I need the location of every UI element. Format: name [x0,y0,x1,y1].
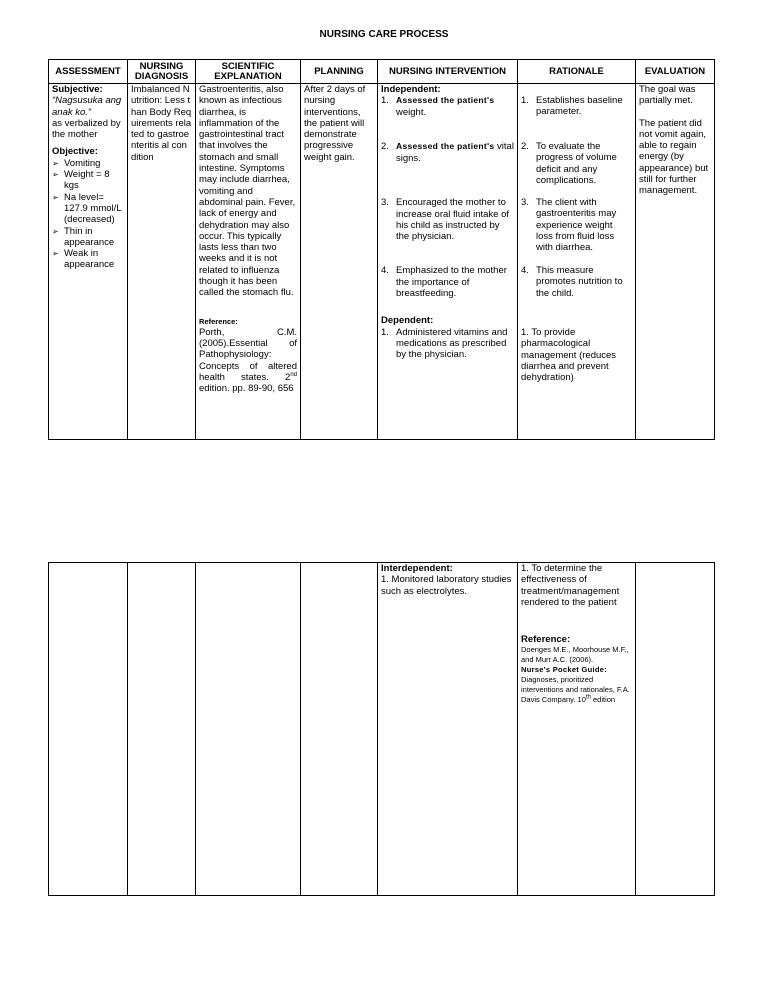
evaluation-cell [636,84,715,440]
item-number: 3. [521,197,529,208]
intervention-item [381,265,514,315]
rationale-item [521,197,632,265]
rationale-list [521,95,632,315]
body-row [49,84,715,440]
edition-pages: edition. pp. 89-90, 656 [199,383,294,395]
intervention-cell [378,84,518,440]
diagnosis-cell [128,563,196,896]
intervention-item [381,141,514,197]
explanation-text: Gastroenteritis, also known as infectious diarrhea, is inflammation of the gastrointestinal tract that involves the stomach and small intestine. Symptoms may include diarrhea, vomiting and abdominal pain. Fever, lack of energy and dehydration may also occur. This typically lasts less than two weeks and it is not related to influenza though it has been called the stomach flu. [199,84,296,299]
header-rationale: RATIONALE [518,60,636,84]
rationale-dependent: 1. To provide pharmacological management (reduces diarrhea and prevent dehydration) [521,327,617,384]
reference-publisher: Diagnoses, prioritized interventions and rationales, F.A. Davis Company. 10 [521,675,630,705]
assessment-cell [49,84,128,440]
explanation-cell [196,563,301,896]
item-number: 1. [381,95,389,107]
header-planning: PLANNING [301,60,378,84]
item-number: 1. [521,95,529,106]
rationale-reference-label: Reference: [521,634,571,646]
interdependent-label: Interdependent: [381,563,453,574]
rationale-cell [518,84,636,440]
reference-edition: edition [593,695,616,705]
objective-label: Objective: [52,146,98,158]
dependent-list [381,327,514,361]
objective-item: ➢ Thin in appearance [52,226,124,249]
item-text: To evaluate the progress of volume deficit and any complications. [536,141,617,186]
page-title: NURSING CARE PROCESS [319,29,449,40]
item-number: 4. [381,265,389,277]
header-diagnosis: NURSING DIAGNOSIS [128,60,196,84]
explanation-cell [196,84,301,440]
objective-item: ➢ Weight = 8 kgs [52,169,124,192]
header-intervention: NURSING INTERVENTION [378,60,518,84]
item-lead: Assessed the patient's [396,141,495,152]
item-number: 1. [381,326,389,338]
evaluation-line1: The goal was partially met. [639,84,696,107]
rationale-cell [518,563,636,896]
care-plan-table-continued [48,562,715,896]
item-text: Emphasized to the mother the importance of breastfeeding. [396,265,507,299]
interdependent-text: 1. Monitored laboratory studies such as electrolytes. [381,574,512,597]
item-text: Encouraged the mother to increase oral fluid intake of his child as instructed by the physician. [396,197,510,243]
item-text: The client with gastroenteritis may experience weight loss from fluid loss with diarrhea. [536,197,617,254]
rationale-item [521,265,632,315]
edition-number: 2 [285,371,291,383]
reference-authors: Doenges M.E., Moorhouse M.F., and Murr A.C. (2006). [521,645,629,665]
header-evaluation: EVALUATION [636,60,715,84]
objective-item: ➢ Vomiting [52,158,124,169]
evaluation-cell [636,563,715,896]
rationale-interdependent: 1. To determine the effectiveness of treatment/management rendered to the patient [521,563,620,608]
item-text: weight. [396,106,427,118]
edition-suffix: nd [290,371,298,378]
objective-item: ➢ Weak in appearance [52,248,124,271]
subjective-label: Subjective: [52,84,103,95]
item-text: Establishes baseline parameter. [536,95,623,118]
reference-edition-suffix: th [585,694,591,701]
header-explanation: SCIENTIFIC EXPLANATION [196,60,301,84]
objective-list [52,158,124,271]
body-row [49,563,715,896]
subjective-quote: “Nagsusuka ang anak ko.” [52,95,122,118]
diagnosis-cell [128,84,196,440]
item-lead: Assessed the patient's [396,95,495,106]
planning-cell [301,563,378,896]
care-plan-table [48,59,715,440]
dependent-label: Dependent: [381,315,434,327]
rationale-reference [521,645,632,705]
subjective-verbalized: as verbalized by the mother [52,117,121,141]
header-assessment: ASSESSMENT [49,60,128,84]
assessment-cell [49,563,128,896]
objective-item: ➢ Na level= 127.9 mmol/L (decreased) [52,192,124,226]
item-number: 2. [381,141,389,153]
independent-label: Independent: [381,84,441,95]
evaluation-line2: The patient did not vomit again, able to regain energy (by appearance) but still for further management. [639,117,709,197]
dependent-item [381,327,514,361]
reference-details [521,675,632,705]
diagnosis-text: Imbalanced Nutrition: Less than Body Requirements related to gastroenteritis al condition [131,84,192,163]
item-number: 3. [381,197,389,209]
intervention-item [381,197,514,265]
reference-book: Nurse's Pocket Guide: [521,665,608,675]
item-text: Administered vitamins and medications as prescribed by the physician. [396,326,508,361]
item-number: 4. [521,265,529,276]
item-text: vital signs. [396,141,514,164]
explanation-reference-label: Reference: [199,316,238,326]
item-text: This measure promotes nutrition to the child. [536,265,623,299]
header-row [49,60,715,84]
planning-cell [301,84,378,440]
rationale-item [521,141,632,197]
item-number: 2. [521,141,529,152]
intervention-cell [378,563,518,896]
rationale-item [521,95,632,141]
intervention-list [381,95,514,315]
planning-text: After 2 days of nursing interventions, the patient will demonstrate progressive weight gain. [304,84,366,163]
explanation-reference [199,327,297,395]
intervention-item [381,95,514,141]
reference-text: Porth, C.M. (2005).Essential of Pathophysiology: Concepts of altered health states. [199,326,297,383]
